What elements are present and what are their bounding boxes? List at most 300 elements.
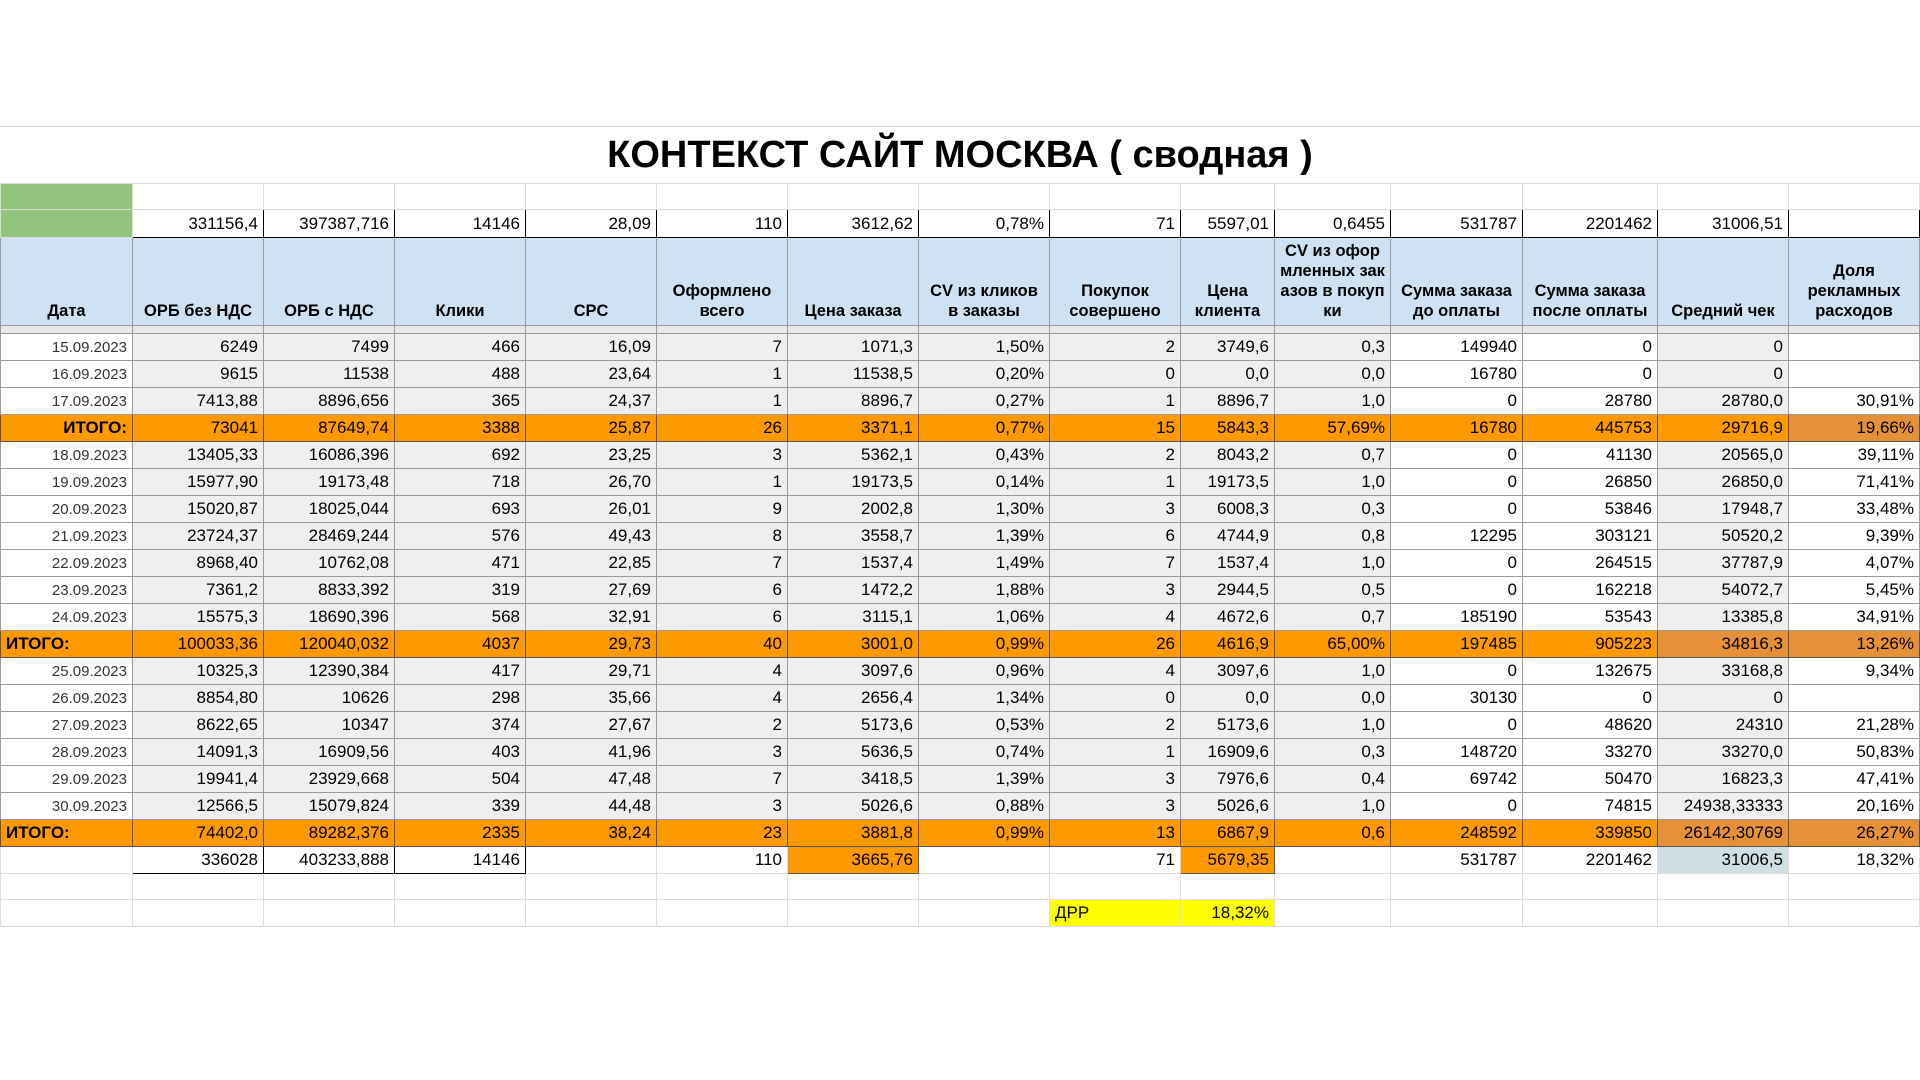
table-cell[interactable]: 2201462	[1523, 847, 1658, 874]
table-cell[interactable]: 0,7	[1275, 604, 1391, 631]
table-cell[interactable]: 8896,7	[788, 388, 919, 415]
table-cell[interactable]: 6249	[133, 334, 264, 361]
table-cell[interactable]: 8622,65	[133, 712, 264, 739]
table-cell[interactable]: 23,25	[526, 442, 657, 469]
table-cell[interactable]: 28780	[1523, 388, 1658, 415]
table-cell[interactable]: 1,39%	[919, 523, 1050, 550]
date-cell[interactable]: 26.09.2023	[1, 685, 133, 712]
table-cell[interactable]: 15	[1050, 415, 1181, 442]
table-cell[interactable]: 0,74%	[919, 739, 1050, 766]
table-cell[interactable]: 162218	[1523, 577, 1658, 604]
table-cell[interactable]: 4,07%	[1789, 550, 1920, 577]
table-cell[interactable]: 1537,4	[788, 550, 919, 577]
table-cell[interactable]: 23724,37	[133, 523, 264, 550]
table-cell[interactable]: 4	[657, 658, 788, 685]
table-cell[interactable]: 23	[657, 820, 788, 847]
table-cell[interactable]: 1,0	[1275, 550, 1391, 577]
table-cell[interactable]: 5173,6	[788, 712, 919, 739]
header-orb-vat[interactable]: ОРБ с НДС	[264, 238, 395, 326]
table-cell[interactable]: 1071,3	[788, 334, 919, 361]
table-cell[interactable]: 33270,0	[1658, 739, 1789, 766]
header-cv-orders[interactable]: CV из оформленных заказов в покупки	[1275, 238, 1391, 326]
table-cell[interactable]: 4672,6	[1181, 604, 1275, 631]
table-cell[interactable]: 7976,6	[1181, 766, 1275, 793]
table-cell[interactable]: 0	[1391, 658, 1523, 685]
table-cell[interactable]	[919, 847, 1050, 874]
table-cell[interactable]: 0	[1391, 793, 1523, 820]
table-cell[interactable]: 10347	[264, 712, 395, 739]
table-cell[interactable]: 10325,3	[133, 658, 264, 685]
table-cell[interactable]: 0,6	[1275, 820, 1391, 847]
table-cell[interactable]: 28469,244	[264, 523, 395, 550]
table-cell[interactable]: 30130	[1391, 685, 1523, 712]
table-cell[interactable]: 1,06%	[919, 604, 1050, 631]
table-cell[interactable]: 3	[1050, 496, 1181, 523]
table-cell[interactable]: 31006,51	[1658, 210, 1789, 238]
header-sum-after[interactable]: Сумма заказа после оплаты	[1523, 238, 1658, 326]
table-cell[interactable]: 13	[1050, 820, 1181, 847]
table-cell[interactable]: 0	[1658, 361, 1789, 388]
table-cell[interactable]: 73041	[133, 415, 264, 442]
table-cell[interactable]: 8896,7	[1181, 388, 1275, 415]
table-cell[interactable]: 35,66	[526, 685, 657, 712]
table-cell[interactable]: 0,77%	[919, 415, 1050, 442]
table-cell[interactable]: 12390,384	[264, 658, 395, 685]
table-cell[interactable]	[1275, 847, 1391, 874]
table-cell[interactable]	[1789, 210, 1920, 238]
date-cell[interactable]: 15.09.2023	[1, 334, 133, 361]
table-cell[interactable]: 33270	[1523, 739, 1658, 766]
table-cell[interactable]: 16823,3	[1658, 766, 1789, 793]
date-cell[interactable]: 25.09.2023	[1, 658, 133, 685]
table-cell[interactable]: 50520,2	[1658, 523, 1789, 550]
drr-label[interactable]: ДРР	[1050, 900, 1181, 927]
table-cell[interactable]: 110	[657, 210, 788, 238]
table-cell[interactable]: 0	[1391, 388, 1523, 415]
date-cell[interactable]: 29.09.2023	[1, 766, 133, 793]
table-cell[interactable]: 3558,7	[788, 523, 919, 550]
date-cell[interactable]: 30.09.2023	[1, 793, 133, 820]
table-cell[interactable]: 13,26%	[1789, 631, 1920, 658]
table-cell[interactable]: 339850	[1523, 820, 1658, 847]
table-cell[interactable]: 1	[1050, 388, 1181, 415]
table-cell[interactable]: 2	[1050, 442, 1181, 469]
table-cell[interactable]: 197485	[1391, 631, 1523, 658]
table-cell[interactable]: 16086,396	[264, 442, 395, 469]
table-cell[interactable]: 16909,56	[264, 739, 395, 766]
table-cell[interactable]: 69742	[1391, 766, 1523, 793]
table-cell[interactable]: 5,45%	[1789, 577, 1920, 604]
table-cell[interactable]: 16780	[1391, 361, 1523, 388]
header-ad-share[interactable]: Доля рекламных расходов	[1789, 238, 1920, 326]
table-cell[interactable]: 488	[395, 361, 526, 388]
table-cell[interactable]: 24,37	[526, 388, 657, 415]
table-cell[interactable]: 16780	[1391, 415, 1523, 442]
table-cell[interactable]: 26850	[1523, 469, 1658, 496]
table-cell[interactable]: 397387,716	[264, 210, 395, 238]
date-cell[interactable]: 27.09.2023	[1, 712, 133, 739]
table-cell[interactable]: 1	[657, 469, 788, 496]
table-cell[interactable]: 10626	[264, 685, 395, 712]
table-cell[interactable]: 9,39%	[1789, 523, 1920, 550]
table-cell[interactable]: 417	[395, 658, 526, 685]
table-cell[interactable]: 339	[395, 793, 526, 820]
table-cell[interactable]: 26,27%	[1789, 820, 1920, 847]
table-cell[interactable]: 445753	[1523, 415, 1658, 442]
table-cell[interactable]: 3371,1	[788, 415, 919, 442]
green-cell[interactable]	[1, 210, 133, 238]
table-cell[interactable]: 12295	[1391, 523, 1523, 550]
table-cell[interactable]: 23929,668	[264, 766, 395, 793]
table-cell[interactable]: 0,0	[1275, 361, 1391, 388]
table-cell[interactable]: 4	[657, 685, 788, 712]
table-cell[interactable]: 1,34%	[919, 685, 1050, 712]
table-cell[interactable]: 29716,9	[1658, 415, 1789, 442]
table-cell[interactable]: 0,3	[1275, 496, 1391, 523]
table-cell[interactable]: 15575,3	[133, 604, 264, 631]
table-cell[interactable]: 0,0	[1275, 685, 1391, 712]
green-cell[interactable]	[1, 184, 133, 210]
table-cell[interactable]: 1,39%	[919, 766, 1050, 793]
table-cell[interactable]: 120040,032	[264, 631, 395, 658]
table-cell[interactable]: 1,0	[1275, 469, 1391, 496]
table-cell[interactable]: 0,4	[1275, 766, 1391, 793]
table-cell[interactable]: 37787,9	[1658, 550, 1789, 577]
table-cell[interactable]: 14091,3	[133, 739, 264, 766]
table-cell[interactable]: 1,49%	[919, 550, 1050, 577]
table-cell[interactable]: 5362,1	[788, 442, 919, 469]
table-cell[interactable]: 3612,62	[788, 210, 919, 238]
table-cell[interactable]: 0,7	[1275, 442, 1391, 469]
table-cell[interactable]: 1,0	[1275, 712, 1391, 739]
table-cell[interactable]: 34,91%	[1789, 604, 1920, 631]
table-cell[interactable]: 2944,5	[1181, 577, 1275, 604]
table-cell[interactable]: 25,87	[526, 415, 657, 442]
table-cell[interactable]: 53543	[1523, 604, 1658, 631]
date-cell[interactable]: 16.09.2023	[1, 361, 133, 388]
table-cell[interactable]: 110	[657, 847, 788, 874]
table-cell[interactable]: 7	[657, 334, 788, 361]
table-cell[interactable]: 0,8	[1275, 523, 1391, 550]
header-purchases[interactable]: Покупок совершено	[1050, 238, 1181, 326]
table-cell[interactable]: 568	[395, 604, 526, 631]
table-cell[interactable]: 22,85	[526, 550, 657, 577]
table-cell[interactable]: 3	[657, 442, 788, 469]
table-cell[interactable]: 3388	[395, 415, 526, 442]
table-cell[interactable]: 0	[1391, 469, 1523, 496]
table-cell[interactable]: 8	[657, 523, 788, 550]
table-cell[interactable]: 19941,4	[133, 766, 264, 793]
table-cell[interactable]: 5597,01	[1181, 210, 1275, 238]
table-cell[interactable]: 0	[1658, 685, 1789, 712]
itogo-label[interactable]: ИТОГО:	[1, 820, 133, 847]
table-cell[interactable]: 2	[657, 712, 788, 739]
table-cell[interactable]: 16,09	[526, 334, 657, 361]
table-cell[interactable]: 0	[1391, 550, 1523, 577]
table-cell[interactable]: 1	[1050, 739, 1181, 766]
table-cell[interactable]: 693	[395, 496, 526, 523]
table-cell[interactable]: 8968,40	[133, 550, 264, 577]
table-cell[interactable]: 0	[1658, 334, 1789, 361]
header-orb-no-vat[interactable]: ОРБ без НДС	[133, 238, 264, 326]
table-cell[interactable]: 403233,888	[264, 847, 395, 874]
header-client-price[interactable]: Цена клиента	[1181, 238, 1275, 326]
table-cell[interactable]: 50470	[1523, 766, 1658, 793]
table-cell[interactable]: 5026,6	[1181, 793, 1275, 820]
table-cell[interactable]: 248592	[1391, 820, 1523, 847]
table-cell[interactable]: 32,91	[526, 604, 657, 631]
table-cell[interactable]: 24310	[1658, 712, 1789, 739]
table-cell[interactable]: 7	[1050, 550, 1181, 577]
table-cell[interactable]: 4	[1050, 604, 1181, 631]
table-cell[interactable]: 53846	[1523, 496, 1658, 523]
table-cell[interactable]: 8043,2	[1181, 442, 1275, 469]
table-cell[interactable]: 3749,6	[1181, 334, 1275, 361]
table-cell[interactable]: 7	[657, 766, 788, 793]
table-cell[interactable]: 17948,7	[1658, 496, 1789, 523]
table-cell[interactable]: 29,73	[526, 631, 657, 658]
table-cell[interactable]: 89282,376	[264, 820, 395, 847]
table-cell[interactable]: 3001,0	[788, 631, 919, 658]
table-cell[interactable]: 1,50%	[919, 334, 1050, 361]
table-cell[interactable]: 1	[1050, 469, 1181, 496]
table-cell[interactable]: 3	[1050, 766, 1181, 793]
table-cell[interactable]: 5636,5	[788, 739, 919, 766]
table-cell[interactable]: 13385,8	[1658, 604, 1789, 631]
table-cell[interactable]: 0	[1050, 685, 1181, 712]
table-cell[interactable]: 0,3	[1275, 334, 1391, 361]
header-avg-check[interactable]: Средний чек	[1658, 238, 1789, 326]
table-cell[interactable]: 1,0	[1275, 658, 1391, 685]
table-cell[interactable]: 692	[395, 442, 526, 469]
table-cell[interactable]: 471	[395, 550, 526, 577]
table-cell[interactable]: 15977,90	[133, 469, 264, 496]
table-cell[interactable]: 0,99%	[919, 631, 1050, 658]
table-cell[interactable]: 6008,3	[1181, 496, 1275, 523]
table-cell[interactable]: 26,70	[526, 469, 657, 496]
date-cell[interactable]: 19.09.2023	[1, 469, 133, 496]
table-cell[interactable]: 74402,0	[133, 820, 264, 847]
table-cell[interactable]: 8896,656	[264, 388, 395, 415]
table-cell[interactable]: 4	[1050, 658, 1181, 685]
table-cell[interactable]: 0	[1391, 577, 1523, 604]
table-cell[interactable]: 303121	[1523, 523, 1658, 550]
table-cell[interactable]: 71	[1050, 210, 1181, 238]
table-cell[interactable]: 0	[1050, 361, 1181, 388]
table-cell[interactable]: 26142,30769	[1658, 820, 1789, 847]
header-cv-clicks[interactable]: CV из кликов в заказы	[919, 238, 1050, 326]
table-cell[interactable]: 3	[657, 739, 788, 766]
table-cell[interactable]: 47,41%	[1789, 766, 1920, 793]
table-cell[interactable]: 0,14%	[919, 469, 1050, 496]
table-cell[interactable]: 33,48%	[1789, 496, 1920, 523]
table-cell[interactable]: 71	[1050, 847, 1181, 874]
table-cell[interactable]: 40	[657, 631, 788, 658]
drr-value[interactable]: 18,32%	[1181, 900, 1275, 927]
table-cell[interactable]: 3	[1050, 577, 1181, 604]
table-cell[interactable]: 23,64	[526, 361, 657, 388]
date-cell[interactable]: 21.09.2023	[1, 523, 133, 550]
table-cell[interactable]: 403	[395, 739, 526, 766]
table-cell[interactable]: 26	[1050, 631, 1181, 658]
table-cell[interactable]: 6867,9	[1181, 820, 1275, 847]
table-cell[interactable]: 0,43%	[919, 442, 1050, 469]
table-cell[interactable]: 148720	[1391, 739, 1523, 766]
table-cell[interactable]: 28780,0	[1658, 388, 1789, 415]
table-cell[interactable]: 132675	[1523, 658, 1658, 685]
table-cell[interactable]: 18025,044	[264, 496, 395, 523]
table-cell[interactable]: 19173,5	[788, 469, 919, 496]
table-cell[interactable]: 41,96	[526, 739, 657, 766]
table-cell[interactable]: 44,48	[526, 793, 657, 820]
table-cell[interactable]: 28,09	[526, 210, 657, 238]
table-cell[interactable]: 298	[395, 685, 526, 712]
table-cell[interactable]: 11538,5	[788, 361, 919, 388]
table-cell[interactable]: 87649,74	[264, 415, 395, 442]
date-cell[interactable]: 22.09.2023	[1, 550, 133, 577]
table-cell[interactable]: 0,20%	[919, 361, 1050, 388]
table-cell[interactable]	[526, 847, 657, 874]
table-cell[interactable]: 0,88%	[919, 793, 1050, 820]
table-cell[interactable]: 0	[1391, 442, 1523, 469]
table-cell[interactable]: 50,83%	[1789, 739, 1920, 766]
table-cell[interactable]: 20,16%	[1789, 793, 1920, 820]
table-cell[interactable]: 39,11%	[1789, 442, 1920, 469]
table-cell[interactable]: 20565,0	[1658, 442, 1789, 469]
table-cell[interactable]: 27,69	[526, 577, 657, 604]
table-cell[interactable]: 100033,36	[133, 631, 264, 658]
date-cell[interactable]: 17.09.2023	[1, 388, 133, 415]
table-cell[interactable]: 3665,76	[788, 847, 919, 874]
table-cell[interactable]: 6	[1050, 523, 1181, 550]
table-cell[interactable]: 3418,5	[788, 766, 919, 793]
table-cell[interactable]: 5679,35	[1181, 847, 1275, 874]
header-clicks[interactable]: Клики	[395, 238, 526, 326]
table-cell[interactable]: 504	[395, 766, 526, 793]
table-cell[interactable]: 31006,5	[1658, 847, 1789, 874]
table-cell[interactable]: 0,96%	[919, 658, 1050, 685]
table-cell[interactable]: 11538	[264, 361, 395, 388]
table-cell[interactable]: 2002,8	[788, 496, 919, 523]
table-cell[interactable]: 5026,6	[788, 793, 919, 820]
table-cell[interactable]: 16909,6	[1181, 739, 1275, 766]
table-cell[interactable]: 19173,48	[264, 469, 395, 496]
table-cell[interactable]: 4037	[395, 631, 526, 658]
date-cell[interactable]: 20.09.2023	[1, 496, 133, 523]
table-cell[interactable]	[1, 847, 133, 874]
table-cell[interactable]: 12566,5	[133, 793, 264, 820]
table-cell[interactable]: 7499	[264, 334, 395, 361]
table-cell[interactable]: 38,24	[526, 820, 657, 847]
table-cell[interactable]: 14146	[395, 847, 526, 874]
table-cell[interactable]: 15079,824	[264, 793, 395, 820]
table-cell[interactable]: 0,27%	[919, 388, 1050, 415]
table-cell[interactable]: 19,66%	[1789, 415, 1920, 442]
table-cell[interactable]: 48620	[1523, 712, 1658, 739]
table-cell[interactable]: 0,0	[1181, 685, 1275, 712]
table-cell[interactable]: 1537,4	[1181, 550, 1275, 577]
table-cell[interactable]: 185190	[1391, 604, 1523, 631]
table-cell[interactable]: 9615	[133, 361, 264, 388]
table-cell[interactable]: 26,01	[526, 496, 657, 523]
table-cell[interactable]: 3097,6	[1181, 658, 1275, 685]
header-orders-total[interactable]: Оформлено всего	[657, 238, 788, 326]
table-cell[interactable]: 33168,8	[1658, 658, 1789, 685]
table-cell[interactable]: 466	[395, 334, 526, 361]
table-cell[interactable]: 4744,9	[1181, 523, 1275, 550]
table-cell[interactable]: 905223	[1523, 631, 1658, 658]
table-cell[interactable]: 531787	[1391, 847, 1523, 874]
table-cell[interactable]: 3881,8	[788, 820, 919, 847]
itogo-label[interactable]: ИТОГО:	[1, 631, 133, 658]
table-cell[interactable]: 0,5	[1275, 577, 1391, 604]
table-cell[interactable]: 7361,2	[133, 577, 264, 604]
table-cell[interactable]: 29,71	[526, 658, 657, 685]
table-cell[interactable]: 2	[1050, 712, 1181, 739]
table-cell[interactable]: 2	[1050, 334, 1181, 361]
table-cell[interactable]: 24938,33333	[1658, 793, 1789, 820]
table-cell[interactable]: 57,69%	[1275, 415, 1391, 442]
table-cell[interactable]: 49,43	[526, 523, 657, 550]
table-cell[interactable]: 331156,4	[133, 210, 264, 238]
table-cell[interactable]: 0,3	[1275, 739, 1391, 766]
table-cell[interactable]: 9	[657, 496, 788, 523]
table-cell[interactable]: 27,67	[526, 712, 657, 739]
table-cell[interactable]: 0	[1523, 361, 1658, 388]
table-cell[interactable]: 365	[395, 388, 526, 415]
table-cell[interactable]: 3115,1	[788, 604, 919, 631]
table-cell[interactable]: 1	[657, 361, 788, 388]
table-cell[interactable]: 531787	[1391, 210, 1523, 238]
table-cell[interactable]: 3	[657, 793, 788, 820]
table-cell[interactable]: 6	[657, 604, 788, 631]
table-cell[interactable]: 3097,6	[788, 658, 919, 685]
table-cell[interactable]: 8854,80	[133, 685, 264, 712]
date-cell[interactable]: 18.09.2023	[1, 442, 133, 469]
header-sum-before[interactable]: Сумма заказа до оплаты	[1391, 238, 1523, 326]
table-cell[interactable]: 0,0	[1181, 361, 1275, 388]
header-date[interactable]: Дата	[1, 238, 133, 326]
table-cell[interactable]: 7	[657, 550, 788, 577]
date-cell[interactable]: 23.09.2023	[1, 577, 133, 604]
table-cell[interactable]: 26	[657, 415, 788, 442]
table-cell[interactable]: 47,48	[526, 766, 657, 793]
date-cell[interactable]: 24.09.2023	[1, 604, 133, 631]
table-cell[interactable]	[1789, 334, 1920, 361]
table-cell[interactable]: 1	[657, 388, 788, 415]
date-cell[interactable]: 28.09.2023	[1, 739, 133, 766]
table-cell[interactable]: 10762,08	[264, 550, 395, 577]
table-cell[interactable]: 0,6455	[1275, 210, 1391, 238]
table-cell[interactable]: 54072,7	[1658, 577, 1789, 604]
table-cell[interactable]: 149940	[1391, 334, 1523, 361]
table-cell[interactable]: 576	[395, 523, 526, 550]
table-cell[interactable]: 1,88%	[919, 577, 1050, 604]
table-cell[interactable]: 65,00%	[1275, 631, 1391, 658]
table-cell[interactable]: 1,30%	[919, 496, 1050, 523]
table-cell[interactable]: 1472,2	[788, 577, 919, 604]
table-cell[interactable]: 336028	[133, 847, 264, 874]
table-cell[interactable]: 1,0	[1275, 793, 1391, 820]
table-cell[interactable]: 5843,3	[1181, 415, 1275, 442]
table-cell[interactable]	[1789, 685, 1920, 712]
table-cell[interactable]: 41130	[1523, 442, 1658, 469]
table-cell[interactable]: 374	[395, 712, 526, 739]
table-cell[interactable]: 18,32%	[1789, 847, 1920, 874]
table-cell[interactable]: 34816,3	[1658, 631, 1789, 658]
table-cell[interactable]: 71,41%	[1789, 469, 1920, 496]
table-cell[interactable]: 4616,9	[1181, 631, 1275, 658]
